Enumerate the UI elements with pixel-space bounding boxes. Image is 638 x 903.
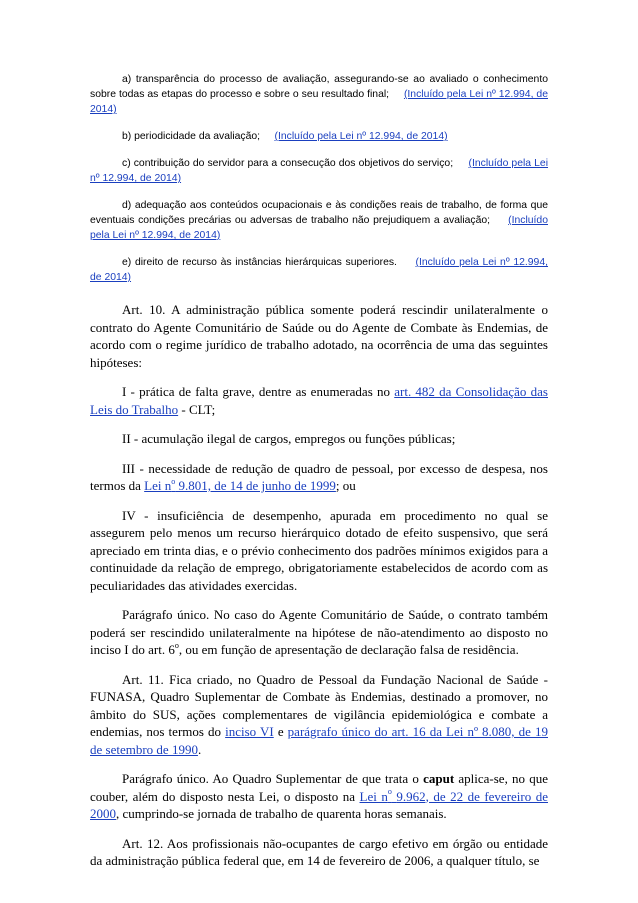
art-10-i-suffix: - CLT; [181, 401, 216, 417]
item-b-note-link[interactable]: (Incluído pela Lei nº 12.994, de 2014) [274, 131, 448, 142]
lei-9801-link[interactable] [144, 478, 336, 493]
item-c-text: c) contribuição do servidor para a consecução dos objetivos do serviço; [122, 158, 454, 169]
art-10-i-text: I - prática de falta grave, dentre as enumeradas no [122, 384, 390, 399]
art-10-iii-suffix: ; ou [335, 478, 356, 493]
item-d-note-link[interactable]: (Incluído pela Lei nº 12.994, de 2014) [90, 215, 548, 241]
lei-9801-link-prefix: Lei n [144, 478, 172, 493]
art-11-end: . [197, 741, 202, 757]
art-10-inciso-ii: II - acumulação ilegal de cargos, empregos ou funções públicas; [122, 431, 456, 446]
lei-9962-link-text: 9.962, de 22 de fevereiro de 2000 [90, 788, 548, 821]
art-10-par-text: Parágrafo único. No caso do Agente Comunitário de Saúde, o contrato também poderá ser rescindido unilateralmente na hipótese de não-atendimento ao disposto no inciso I do art. 6 [90, 607, 548, 657]
art-10-par-suffix: , ou em função de apresentação de declaração falsa de residência. [178, 642, 519, 657]
art-10-inciso-iv: IV - insuficiência de desempenho, apurada em procedimento no qual se assegurem pelo menos um recurso hierárquico dotado de efeito suspensivo, que será apreciado em trinta dias, e o prévio conhecimento dos padrões mínimos exigidos para a continuidade da relação de emprego, obrigatoriamente estabelecidos de acordo com as peculiaridades das atividades exercidas. [90, 507, 548, 593]
item-a-note-link[interactable]: (Incluído pela Lei nº 12.994, de 2014) [90, 89, 548, 115]
item-e-note-link[interactable]: (Incluído pela Lei nº 12.994, de 2014) [90, 257, 549, 283]
lei-8080-link[interactable]: parágrafo único do art. 16 da Lei nº 8.080, de 19 de setembro de 1990 [90, 724, 548, 757]
item-c-note-link[interactable]: (Incluído pela Lei nº 12.994, de 2014) [90, 158, 549, 184]
art-11-text: Art. 11. Fica criado, no Quadro de Pessoal da Fundação Nacional de Saúde - FUNASA, Quadro Suplementar de Combate às Endemias, destinado a promover, no âmbito do SUS, ações complementares de vigilância epidemiológica e combate a endemias, nos termos do [90, 671, 548, 739]
art-11 [90, 671, 548, 759]
art-10-par-sup: o [174, 640, 179, 650]
art-10-inciso-i [90, 383, 548, 418]
art-11-paragrafo-unico [90, 770, 548, 823]
item-b-text: b) periodicidade da avaliação; [122, 131, 261, 142]
art-11-par-text: Parágrafo único. Ao Quadro Suplementar de que trata o [122, 771, 419, 786]
item-a-text: a) transparência do processo de avaliação, assegurando-se ao avaliado o conhecimento sobre todas as etapas do processo e sobre o seu resultado final; [90, 74, 548, 100]
art-11-par-mid: aplica-se, no que couber, além do disposto nesta Lei, o disposto na [90, 771, 549, 804]
art-12: Art. 12. Aos profissionais não-ocupantes de cargo efetivo em órgão ou entidade da administração pública federal que, em 14 de fevereiro de 2006, a qualquer título, se [90, 835, 548, 868]
item-e-text: e) direito de recurso às instâncias hierárquicas superiores. [122, 257, 397, 268]
inciso-vi-link[interactable]: inciso VI [225, 724, 274, 739]
lei-9801-link-sup: o [171, 476, 176, 486]
clt-art-482-link[interactable]: art. 482 da Consolidação das Leis do Trabalho [90, 384, 548, 417]
document-page [90, 72, 548, 870]
art-10-paragrafo-unico [90, 606, 548, 659]
art-10-inciso-iii [90, 460, 548, 495]
caput-term: caput [423, 771, 455, 786]
item-b [90, 129, 548, 144]
item-a [90, 72, 548, 117]
lei-9801-link-text: 9.801, de 14 de junho de 1999 [178, 478, 336, 493]
art-11-conj: e [277, 724, 284, 739]
art-10: Art. 10. A administração pública somente poderá rescindir unilateralmente o contrato do Agente Comunitário de Saúde ou do Agente de Combate às Endemias, de acordo com o regime jurídico de trabalho adotado, na ocorrência de uma das seguintes hipóteses: [90, 302, 548, 370]
art-11-par-suffix: , cumprindo-se jornada de trabalho de quarenta horas semanais. [116, 806, 447, 821]
lei-9962-link-sup: o [387, 787, 392, 797]
item-e [90, 255, 548, 285]
item-c [90, 156, 548, 186]
item-d [90, 198, 548, 243]
item-d-text: d) adequação aos conteúdos ocupacionais e às condições reais de trabalho, de forma que eventuais condições precárias ou adversas de trabalho não prejudiquem a avaliação; [90, 200, 548, 226]
lei-9962-link-prefix: Lei n [359, 788, 388, 804]
art-10-iii-text: III - necessidade de redução de quadro de pessoal, por excesso de despesa, nos termos da [90, 460, 548, 493]
